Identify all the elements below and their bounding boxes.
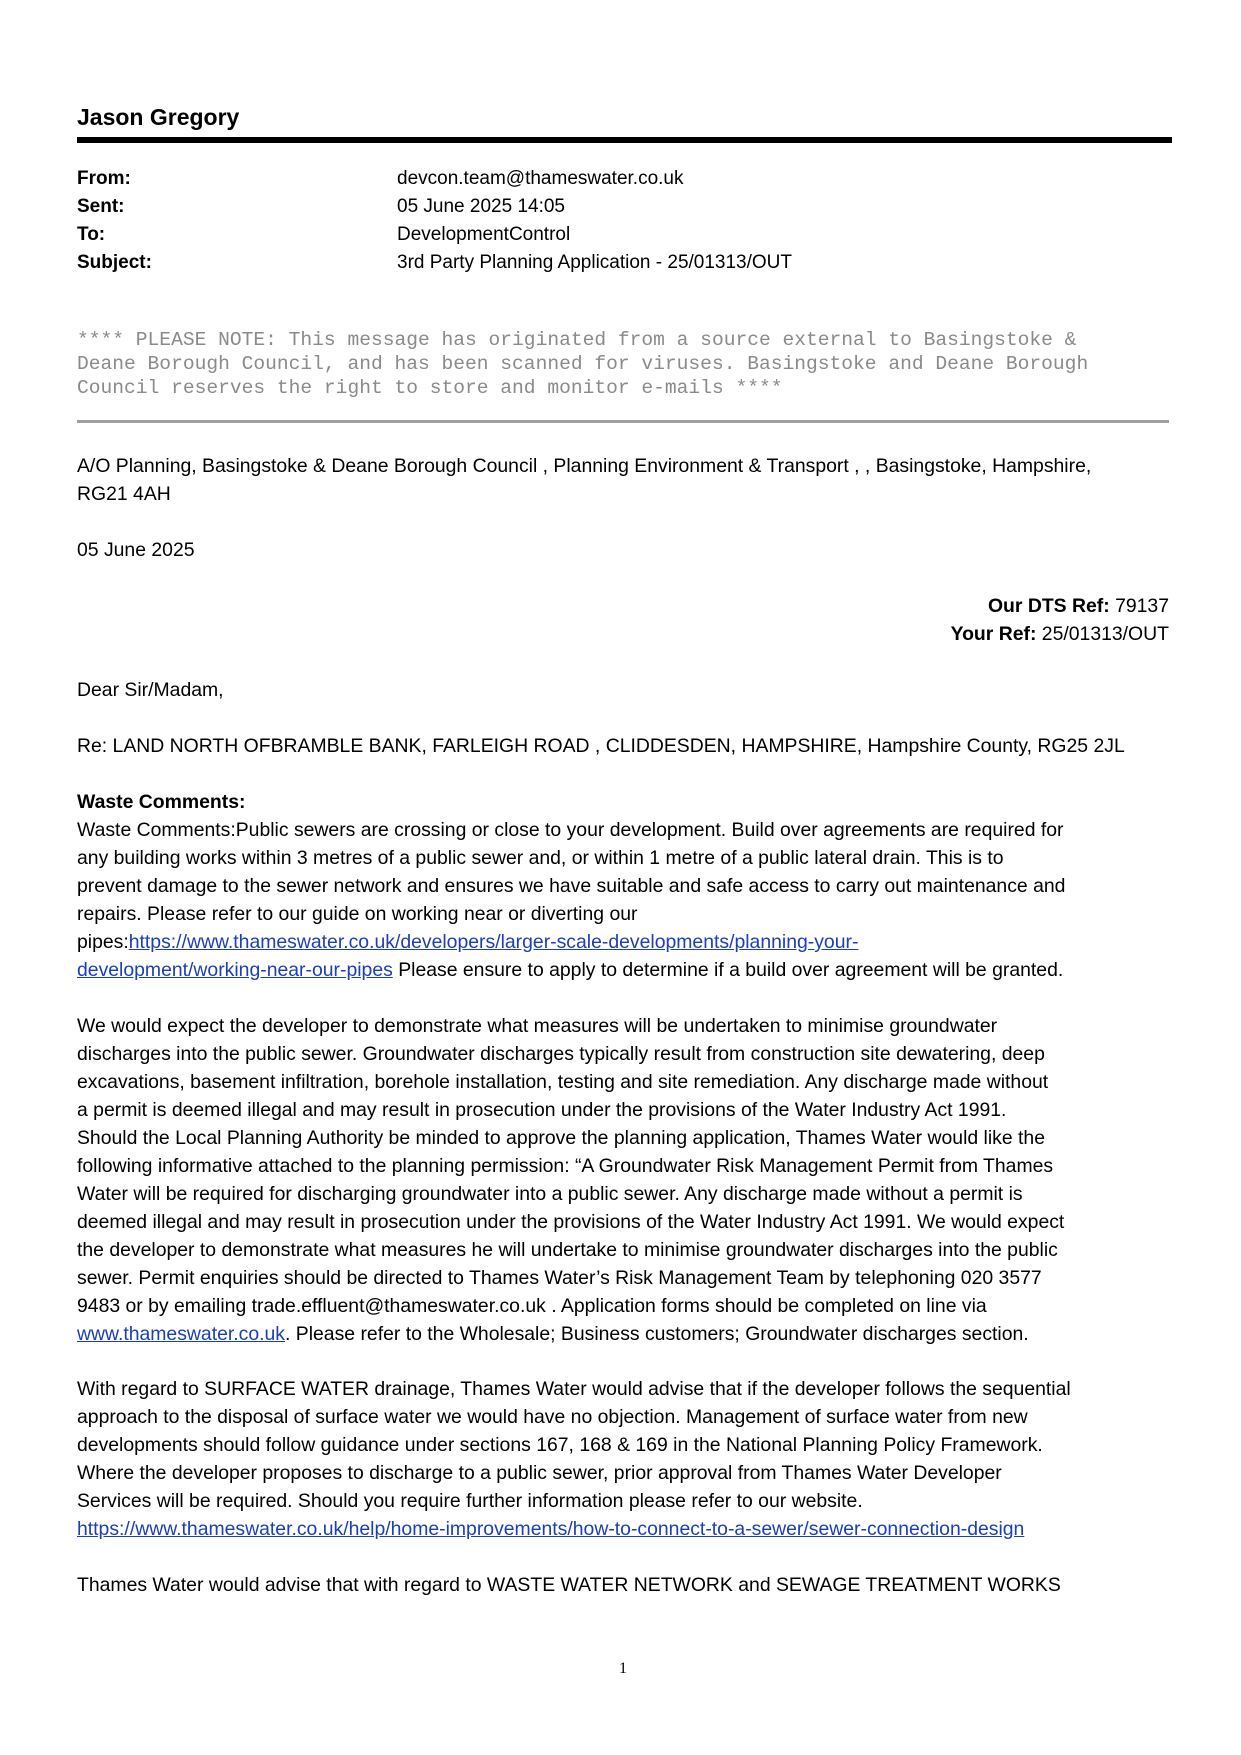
waste-comments-section [77,788,1169,984]
subject-label: Subject: [77,252,152,273]
paragraph-line: Waste Comments:Public sewers are crossing or close to your development. Build over agreements are required for [77,819,1064,841]
working-near-pipes-link-cont[interactable]: development/working-near-our-pipes [77,959,393,981]
paragraph-line: Thames Water would advise that with regard to WASTE WATER NETWORK and SEWAGE TREATMENT WORKS [77,1574,1061,1596]
paragraph-line [77,956,1169,984]
salutation: Dear Sir/Madam, [77,679,224,701]
paragraph-line [77,1320,1169,1348]
sent-label: Sent: [77,196,125,217]
paragraph-line: following informative attached to the planning permission: “A Groundwater Risk Management Permit from Thames [77,1155,1054,1177]
from-label: From: [77,168,131,189]
paragraph-line: a permit is deemed illegal and may result in prosecution under the provisions of the Water Industry Act 1991. [77,1099,1007,1121]
build-over-note: Please ensure to apply to determine if a build over agreement will be granted. [392,959,1064,981]
notice-line: Deane Borough Council, and has been scanned for viruses. Basingstoke and Deane Borough [77,353,1089,375]
from-row [77,165,1169,193]
wholesale-note: . Please refer to the Wholesale; Business customers; Groundwater discharges section. [285,1323,1029,1345]
sewer-connection-design-link[interactable]: https://www.thameswater.co.uk/help/home-improvements/how-to-connect-to-a-sewer/sewer-connection-design [77,1518,1025,1540]
sent-value: 05 June 2025 14:05 [397,196,565,217]
letter-date: 05 June 2025 [77,539,195,561]
paragraph-line: any building works within 3 metres of a public sewer and, or within 1 metre of a public lateral drain. This is to [77,847,1004,869]
subject-value: 3rd Party Planning Application - 25/01313/OUT [397,252,793,273]
groundwater-paragraph [77,1012,1169,1348]
paragraph-line [77,1515,1169,1543]
paragraph-line: repairs. Please refer to our guide on working near or diverting our [77,903,638,925]
paragraph-line: We would expect the developer to demonstrate what measures will be undertaken to minimise groundwater [77,1015,998,1037]
page-number: 1 [619,1660,627,1677]
paragraph-line: developments should follow guidance under sections 167, 168 & 169 in the National Planning Policy Framework. [77,1434,1043,1456]
external-email-notice [77,328,1169,400]
paragraph-line: Where the developer proposes to discharge to a public sewer, prior approval from Thames Water Developer [77,1462,1002,1484]
subject-row [77,249,1169,277]
waste-water-network-paragraph [77,1571,1169,1599]
notice-divider [77,420,1169,423]
paragraph-line: Services will be required. Should you require further information please refer to our website. [77,1490,863,1512]
paragraph-line: excavations, basement infiltration, borehole installation, testing and site remediation. Any discharge made without [77,1071,1049,1093]
to-row [77,221,1169,249]
notice-line: Council reserves the right to store and monitor e-mails **** [77,377,783,399]
paragraph-line: Water will be required for discharging groundwater into a public sewer. Any discharge made without a permit is [77,1183,1023,1205]
surface-water-paragraph [77,1375,1169,1543]
pipes-prefix: pipes: [77,931,129,953]
notice-line: **** PLEASE NOTE: This message has originated from a source external to Basingstoke & [77,329,1077,351]
to-value: DevelopmentControl [397,224,571,245]
dts-ref-value: 79137 [1109,595,1169,617]
paragraph-line: With regard to SURFACE WATER drainage, Thames Water would advise that if the developer follows the sequential [77,1378,1071,1400]
your-ref-value: 25/01313/OUT [1036,623,1169,645]
sent-row [77,193,1169,221]
paragraph-line [77,928,1169,956]
from-value: devcon.team@thameswater.co.uk [397,168,684,189]
email-metadata [77,165,1169,277]
header-divider [77,137,1172,143]
waste-comments-heading: Waste Comments: [77,791,246,813]
paragraph-line: approach to the disposal of surface water we would have no objection. Management of surface water from new [77,1406,1028,1428]
to-label: To: [77,224,106,245]
paragraph-line: the developer to demonstrate what measures he will undertake to minimise groundwater discharges into the public [77,1239,1058,1261]
paragraph-line: Should the Local Planning Authority be minded to approve the planning application, Thames Water would like the [77,1127,1045,1149]
address-line: A/O Planning, Basingstoke & Deane Borough Council , Planning Environment & Transport , , Basingstoke, Hampshire, [77,455,1092,477]
paragraph-line: sewer. Permit enquiries should be directed to Thames Water’s Risk Management Team by telephoning 020 3577 [77,1267,1042,1289]
thameswater-website-link[interactable]: www.thameswater.co.uk [77,1323,285,1345]
paragraph-line: 9483 or by emailing trade.effluent@thameswater.co.uk . Application forms should be completed on line via [77,1295,987,1317]
paragraph-line: discharges into the public sewer. Groundwater discharges typically result from construction site dewatering, deep [77,1043,1045,1065]
address-line: RG21 4AH [77,483,171,505]
your-ref [77,620,1169,648]
recipient-address [77,452,1169,508]
reference-block [77,592,1169,648]
dts-ref [77,592,1169,620]
re-line: Re: LAND NORTH OFBRAMBLE BANK, FARLEIGH ROAD , CLIDDESDEN, HAMPSHIRE, Hampshire County, RG25 2JL [77,735,1125,757]
your-ref-label: Your Ref: [950,623,1037,645]
paragraph-line: prevent damage to the sewer network and ensures we have suitable and safe access to carry out maintenance and [77,875,1066,897]
working-near-pipes-link[interactable]: https://www.thameswater.co.uk/developers/larger-scale-developments/planning-your- [128,931,859,953]
paragraph-line: deemed illegal and may result in prosecution under the provisions of the Water Industry Act 1991. We would expect [77,1211,1065,1233]
dts-ref-label: Our DTS Ref: [987,595,1110,617]
sender-name: Jason Gregory [77,104,240,130]
